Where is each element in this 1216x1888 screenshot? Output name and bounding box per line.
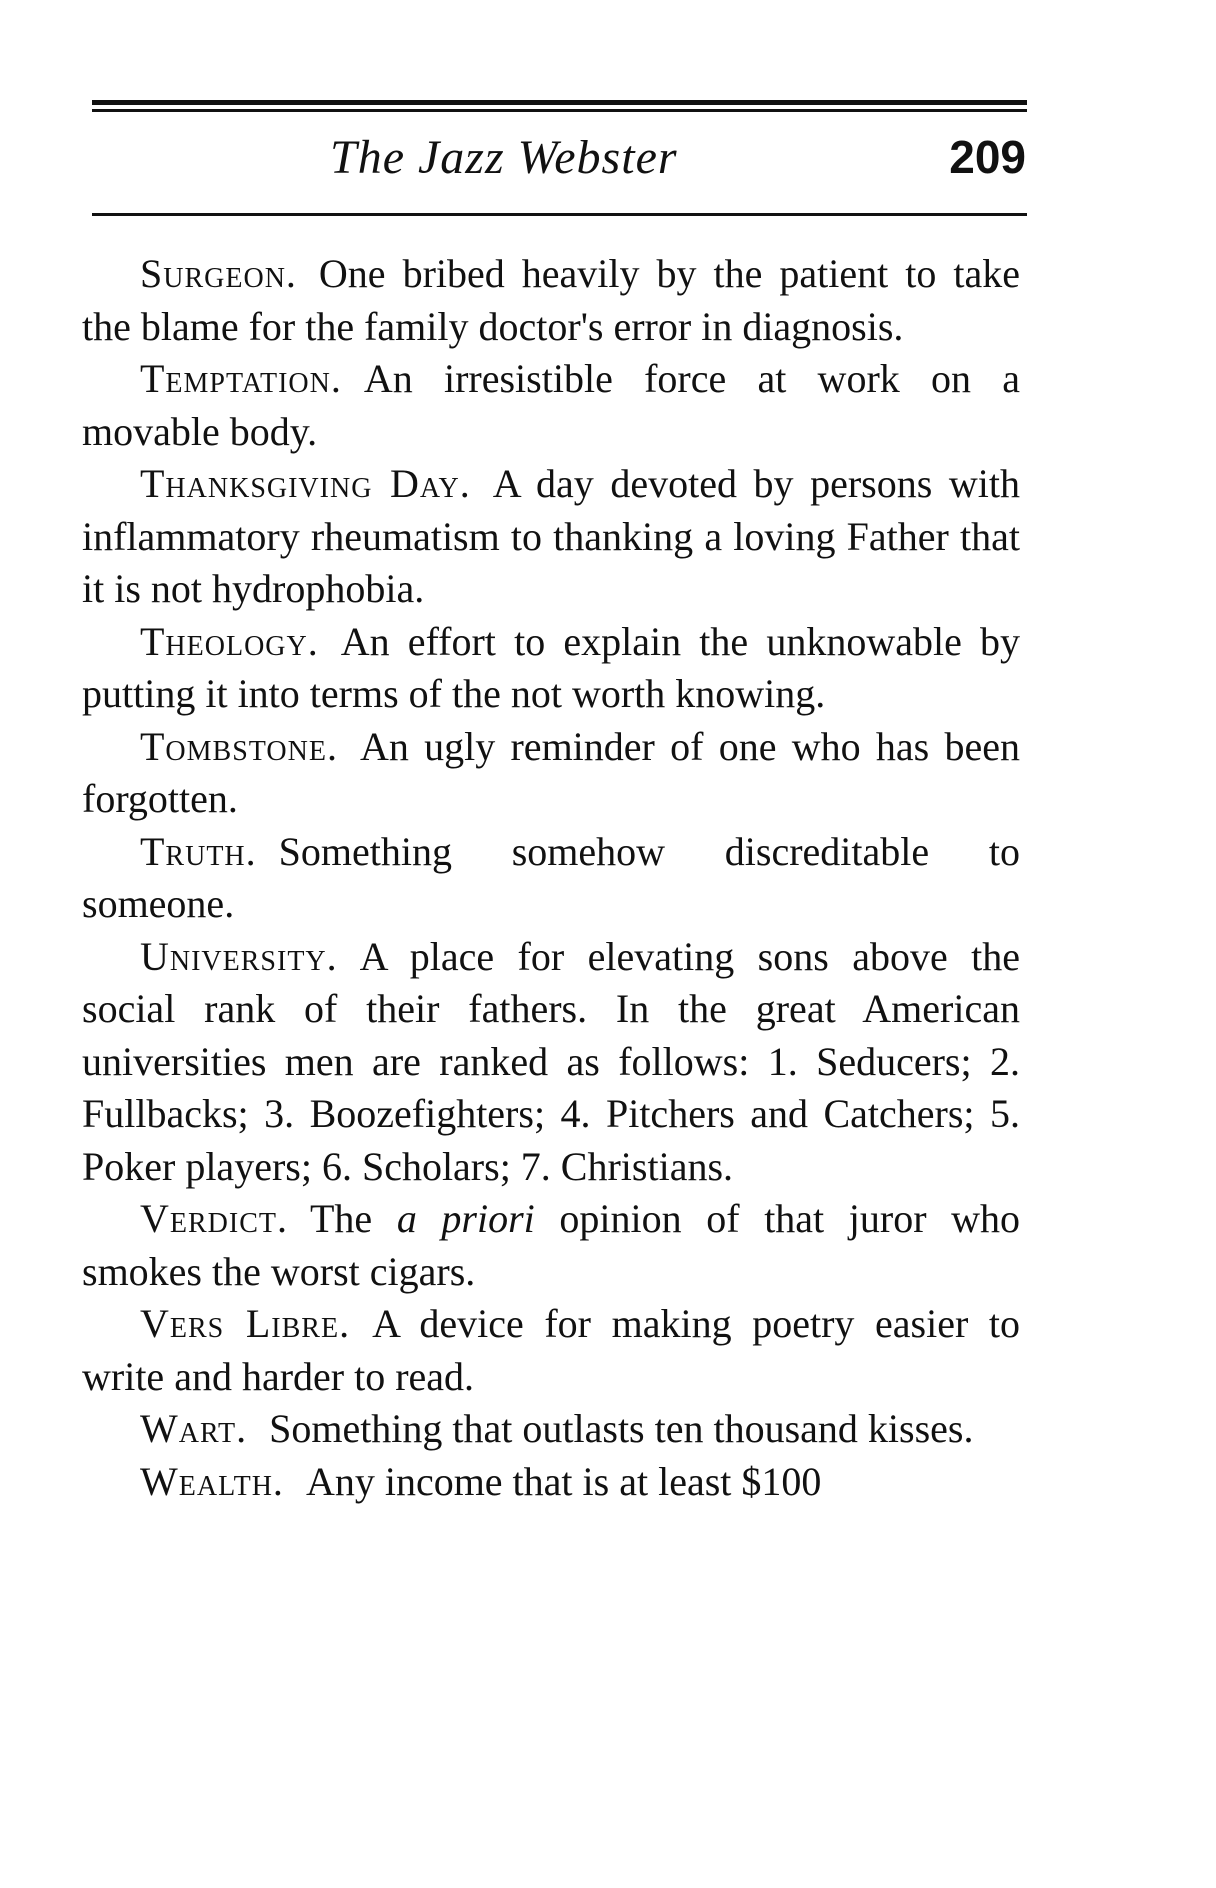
entry-term: Truth. (140, 828, 257, 874)
entry-definition: An irresistible force at work on a movable body. (82, 356, 1020, 454)
page-number: 209 (949, 131, 1026, 183)
entry-definition: A device for making poetry easier to write and harder to read. (82, 1301, 1020, 1399)
entry-thanksgiving-day (82, 458, 1020, 616)
entry-wealth (82, 1456, 1020, 1509)
entry-definition: Any income that is at least $100 (305, 1458, 822, 1504)
entry-truth (82, 826, 1020, 931)
entry-term: Thanksgiving Day. (140, 461, 471, 506)
entry-term: Theology. (140, 618, 319, 664)
entry-definition: A place for elevating sons above the social rank of their fathers. In the great American universities men are ranked as follows: 1. Seducers; 2. Fullbacks; 3. Boozefighters; 4. Pitchers and Catchers; 5. Poker players; 6. Scholars; 7. Christians. (82, 933, 1020, 1189)
entry-term: Vers Libre. (140, 1301, 351, 1346)
header-top-rule (92, 100, 1027, 112)
entry-term: Wart. (140, 1406, 248, 1451)
entry-surgeon (82, 248, 1020, 353)
entry-theology (82, 616, 1020, 721)
entry-tombstone (82, 721, 1020, 826)
entry-temptation (82, 353, 1020, 458)
entry-term: Temptation. (140, 356, 342, 401)
entry-definition: An ugly reminder of one who has been forgotten. (82, 723, 1020, 821)
entry-term: Wealth. (140, 1458, 284, 1504)
entry-term: Tombstone. (140, 723, 338, 769)
entry-definition: One bribed heavily by the patient to take the blame for the family doctor's error in diagnosis. (82, 251, 1020, 349)
entry-term: University. (140, 933, 338, 979)
entry-definition-start: The (310, 1196, 373, 1241)
dictionary-entries (82, 248, 1020, 1508)
entry-vers-libre (82, 1298, 1020, 1403)
entry-university (82, 931, 1020, 1194)
entry-definition-italic: a priori (396, 1196, 535, 1241)
header-bottom-rule (92, 213, 1027, 216)
entry-definition-end: opinion of that juror who smokes the worst cigars. (82, 1196, 1021, 1294)
entry-wart (82, 1403, 1020, 1456)
entry-term: Verdict. (140, 1196, 288, 1241)
entry-definition: An effort to explain the unknowable by putting it into terms of the not worth knowing. (82, 618, 1020, 716)
entry-term: Surgeon. (140, 251, 297, 296)
entry-definition: Something that outlasts ten thousand kisses. (269, 1406, 974, 1451)
entry-definition: A day devoted by persons with inflammatory rheumatism to thanking a loving Father that it is not hydrophobia. (82, 461, 1021, 611)
running-title: The Jazz Webster (330, 131, 678, 184)
entry-definition: Something somehow discreditable to someone. (82, 828, 1020, 926)
entry-verdict (82, 1193, 1020, 1298)
